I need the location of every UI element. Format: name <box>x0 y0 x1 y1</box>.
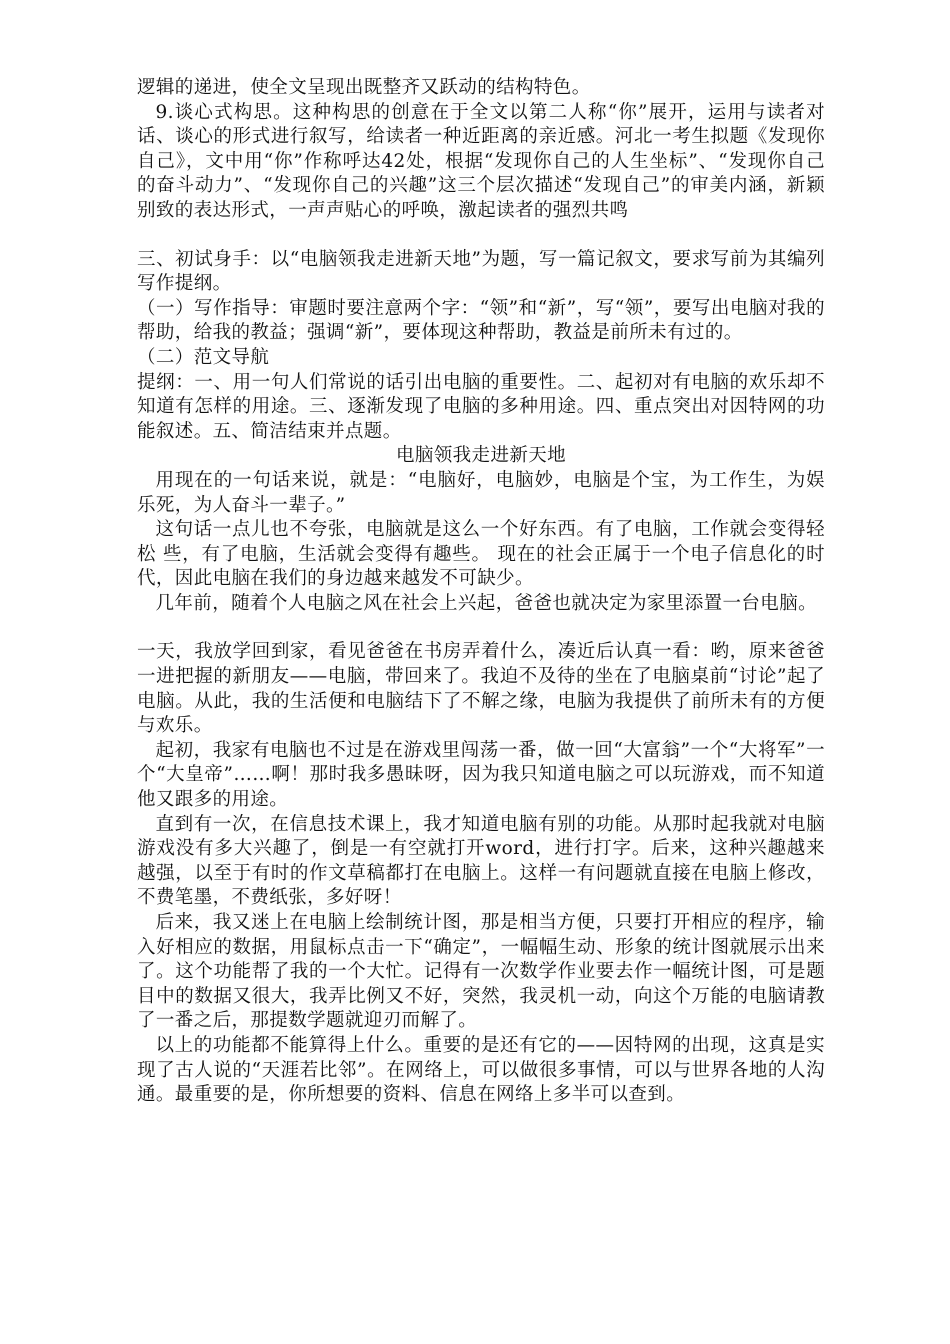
section-heading-practice: 三、初试身手：以“电脑领我走进新天地”为题，写一篇记叙文，要求写前为其编列写作提纲。 <box>137 248 825 295</box>
essay-paragraph-4: 一天，我放学回到家，看见爸爸在书房弄着什么，凑近后认真一看：哟，原来爸爸一进把握的新朋友——电脑，带回来了。我迫不及待的坐在了电脑桌前“讨论”起了电脑。从此，我的生活便和电脑结下了不解之缘，电脑为我提供了前所未有的方便与欢乐。 <box>137 641 825 737</box>
essay-paragraph-2: 这句话一点儿也不夸张，电脑就是这么一个好东西。有了电脑，工作就会变得轻松 些，有了电脑，生活就会变得有趣些。 现在的社会正属于一个电子信息化的时代，因此电脑在我们的身边越来越发不可缺少。 <box>137 519 825 590</box>
paragraph-outline: 提纲：一、用一句人们常说的话引出电脑的重要性。二、起初对有电脑的欢乐却不知道有怎样的用途。三、逐渐发现了电脑的多种用途。四、重点突出对因特网的功能叙述。五、简洁结束并点题。 <box>137 371 825 442</box>
document-page <box>137 76 825 1108</box>
essay-paragraph-5: 起初，我家有电脑也不过是在游戏里闯荡一番，做一回“大富翁”一个“大将军”一个“大皇帝”……啊！那时我多愚昧呀，因为我只知道电脑之可以玩游戏，而不知道他又跟多的用途。 <box>137 739 825 811</box>
paragraph-model-essay-heading: （二）范文导航 <box>137 346 270 368</box>
essay-paragraph-3: 几年前，随着个人电脑之风在社会上兴起，爸爸也就决定为家里添置一台电脑。 <box>155 592 818 614</box>
essay-title: 电脑领我走进新天地 <box>395 445 567 467</box>
essay-paragraph-8: 以上的功能都不能算得上什么。重要的是还有它的——因特网的出现，这真是实现了古人说的“天涯若比邻”。在网络上，可以做很多事情，可以与世界各地的人沟通。最重要的是，你所想要的资料、信息在网络上多半可以查到。 <box>137 1034 825 1106</box>
essay-paragraph-6: 直到有一次，在信息技术课上，我才知道电脑有别的功能。从那时起我就对电脑游戏没有多大兴趣了，倒是一有空就打开word，进行打字。后来，这种兴趣越来越强，以至于有时的作文草稿都打在电脑上。这样一有问题就直接在电脑上修改，不费笔墨，不费纸张，多好呀！ <box>137 813 825 909</box>
paragraph-heart-to-heart-conception: 9.谈心式构思。这种构思的创意在于全文以第二人称“你”展开，运用与读者对话、谈心的形式进行叙写，给读者一种近距离的亲近感。河北一考生拟题《发现你自己》，文中用“你”作称呼达42处，根据“发现你自己的人生坐标”、“发现你自己的奋斗动力”、“发现你自己的兴趣”这三个层次描述“发现自己”的审美内涵，新颖别致的表达形式，一声声贴心的呼唤，激起读者的强烈共鸣 <box>137 101 825 221</box>
essay-paragraph-7: 后来，我又迷上在电脑上绘制统计图，那是相当方便，只要打开相应的程序，输入好相应的数据，用鼠标点击一下“确定”，一幅幅生动、形象的统计图就展示出来了。这个功能帮了我的一个大忙。记得有一次数学作业要去作一幅统计图，可是题目中的数据又很大，我弄比例又不好，突然，我灵机一动，向这个万能的电脑请教了一番之后，那提数学题就迎刃而解了。 <box>137 912 825 1032</box>
paragraph-structure-conclusion: 逻辑的递进，使全文呈现出既整齐又跃动的结构特色。 <box>137 77 591 98</box>
paragraph-writing-guidance: （一）写作指导：审题时要注意两个字：“领”和“新”，写“领”，要写出电脑对我的帮助，给我的教益；强调“新”，要体现这种帮助，教益是前所未有过的。 <box>137 297 825 344</box>
essay-paragraph-1: 用现在的一句话来说，就是：“电脑好，电脑妙，电脑是个宝，为工作生，为娱乐死，为人奋斗一辈子。” <box>137 469 825 516</box>
